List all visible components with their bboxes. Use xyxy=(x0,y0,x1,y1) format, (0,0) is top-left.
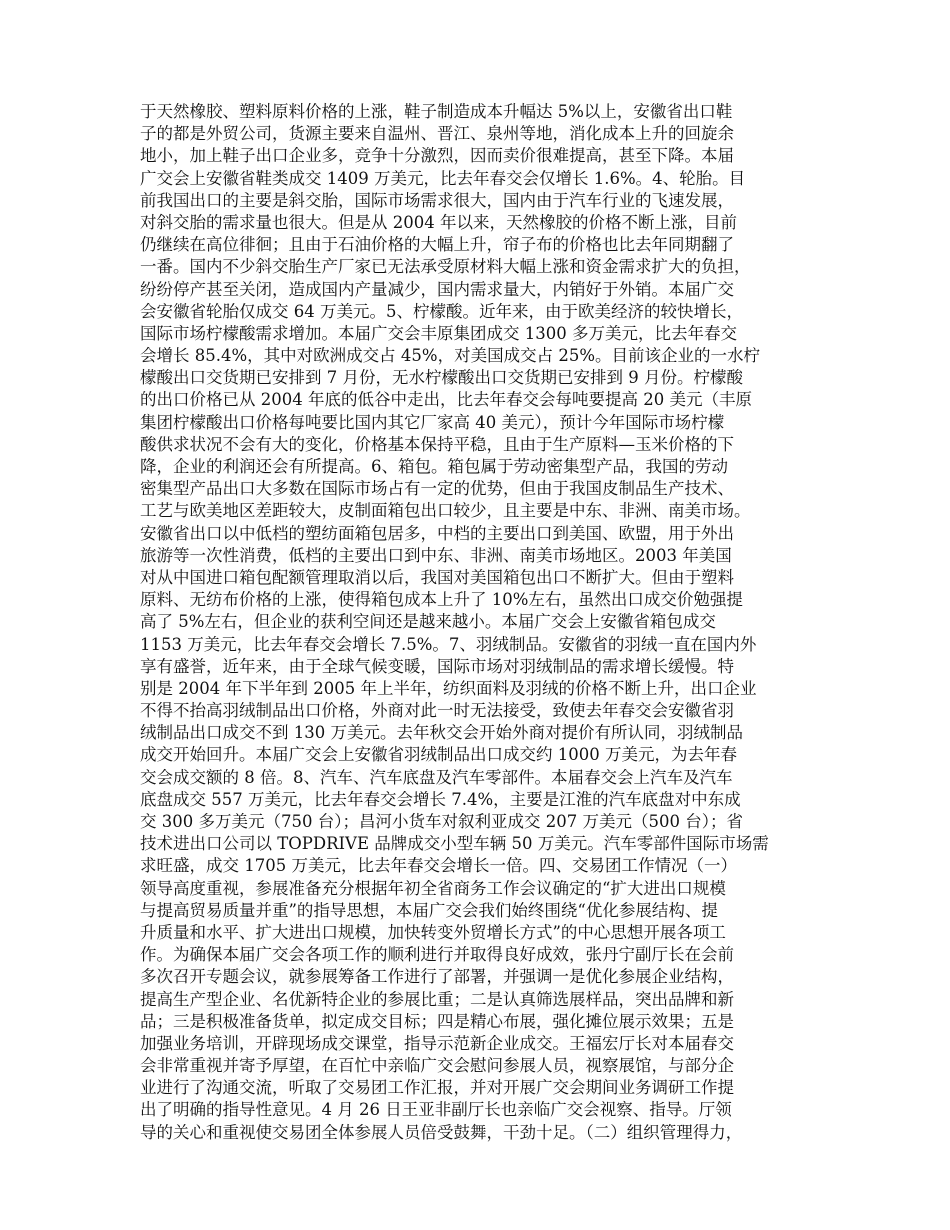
text-line: 地小，加上鞋子出口企业多，竞争十分激烈，因而卖价很难提高，甚至下降。本届 xyxy=(140,146,734,166)
text-line: 对斜交胎的需求量也很大。但是从 2004 年以来，天然橡胶的价格不断上涨，目前 xyxy=(140,212,737,232)
text-line: 工艺与欧美地区差距较大，皮制面箱包出口较少，且主要是中东、非洲、南美市场。 xyxy=(140,501,751,521)
text-line: 国际市场柠檬酸需求增加。本届广交会丰原集团成交 1300 多万美元，比去年春交 xyxy=(140,323,737,343)
text-line: 成交开始回升。本届广交会上安徽省羽绒制品出口成交约 1000 万美元，为去年春 xyxy=(140,745,737,765)
text-line: 别是 2004 年下半年到 2005 年上半年，纺织面料及羽绒的价格不断上升，出口企业 xyxy=(140,678,757,698)
text-line: 酸供求状况不会有大的变化，价格基本保持平稳，且由于生产原料—玉米价格的下 xyxy=(140,434,734,454)
text-line: 出了明确的指导性意见。4 月 26 日王亚非副厅长也亲临广交会视察、指导。厅领 xyxy=(140,1100,732,1120)
text-line: 享有盛誉，近年来，由于全球气候变暖，国际市场对羽绒制品的需求增长缓慢。特 xyxy=(140,656,734,676)
text-line: 集团柠檬酸出口价格每吨要比国内其它厂家高 40 美元），预计今年国际市场柠檬 xyxy=(140,412,725,432)
text-line: 一番。国内不少斜交胎生产厂家已无法承受原材料大幅上涨和资金需求扩大的负担， xyxy=(140,257,751,277)
text-line: 旅游等一次性消费，低档的主要出口到中东、非洲、南美市场地区。2003 年美国 xyxy=(140,545,732,565)
text-line: 品；三是积极准备货单，拟定成交目标；四是精心布展，强化摊位展示效果；五是 xyxy=(140,1011,734,1031)
text-line: 交会成交额的 8 倍。8、汽车、汽车底盘及汽车零部件。本届春交会上汽车及汽车 xyxy=(140,767,733,787)
text-line: 技术进出口公司以 TOPDRIVE 品牌成交小型车辆 50 万美元。汽车零部件国际市场需 xyxy=(140,834,769,854)
text-line: 广交会上安徽省鞋类成交 1409 万美元，比去年春交会仅增长 1.6%。4、轮胎。目 xyxy=(140,168,746,188)
text-line: 作。为确保本届广交会各项工作的顺利进行并取得良好成效，张丹宁副厅长在会前 xyxy=(140,945,734,965)
text-line: 原料、无纺布价格的上涨，使得箱包成本上升了 10%左右，虽然出口成交价勉强提 xyxy=(140,590,743,610)
text-line: 檬酸出口交货期已安排到 7 月份，无水柠檬酸出口交货期已安排到 9 月份。柠檬酸 xyxy=(140,368,743,388)
text-line: 会非常重视并寄予厚望，在百忙中亲临广交会慰问参展人员，视察展馆，与部分企 xyxy=(140,1056,734,1076)
text-line: 纷纷停产甚至关闭，造成国内产量减少，国内需求量大，内销好于外销。本届广交 xyxy=(140,279,734,299)
text-line: 交 300 多万美元（750 台）；昌河小货车对叙利亚成交 207 万美元（500 台）；省 xyxy=(140,812,743,831)
text-line: 多次召开专题会议，就参展筹备工作进行了部署，并强调一是优化参展企业结构， xyxy=(140,967,734,987)
text-line: 业进行了沟通交流，听取了交易团工作汇报，并对开展广交会期间业务调研工作提 xyxy=(140,1078,734,1098)
text-line: 安徽省出口以中低档的塑纺面箱包居多，中档的主要出口到美国、欧盟，用于外出 xyxy=(140,523,734,543)
text-line: 底盘成交 557 万美元，比去年春交会增长 7.4%，主要是江淮的汽车底盘对中东成 xyxy=(140,789,741,809)
text-line: 导的关心和重视使交易团全体参展人员倍受鼓舞，干劲十足。（二）组织管理得力， xyxy=(140,1122,743,1142)
text-line: 提高生产型企业、名优新特企业的参展比重；二是认真筛选展样品，突出品牌和新 xyxy=(140,989,734,1009)
text-line: 的出口价格已从 2004 年底的低谷中走出，比去年春交会每吨要提高 20 美元（丰原 xyxy=(140,390,752,410)
text-line: 仍继续在高位徘徊；且由于石油价格的大幅上升，帘子布的价格也比去年同期翻了 xyxy=(140,235,734,255)
body-text xyxy=(140,101,830,1144)
text-line: 会安徽省轮胎仅成交 64 万美元。5、柠檬酸。近年来，由于欧美经济的较快增长， xyxy=(140,301,743,321)
text-line: 与提高贸易质量并重”的指导思想，本届广交会我们始终围绕“优化参展结构、提 xyxy=(140,900,718,920)
text-line: 加强业务培训，开辟现场成交课堂，指导示范新企业成交。王福宏厅长对本届春交 xyxy=(140,1033,734,1053)
text-line: 绒制品出口成交不到 130 万美元。去年秋交会开始外商对提价有所认同，羽绒制品 xyxy=(140,723,743,743)
text-line: 子的都是外贸公司，货源主要来自温州、晋江、泉州等地，消化成本上升的回旋余 xyxy=(140,124,734,144)
text-line: 于天然橡胶、塑料原料价格的上涨，鞋子制造成本升幅达 5%以上，安徽省出口鞋 xyxy=(140,102,733,121)
text-line: 对从中国进口箱包配额管理取消以后，我国对美国箱包出口不断扩大。但由于塑料 xyxy=(140,567,734,587)
text-line: 升质量和水平、扩大进出口规模，加快转变外贸增长方式”的中心思想开展各项工 xyxy=(140,922,726,942)
text-line: 前我国出口的主要是斜交胎，国际市场需求很大，国内由于汽车行业的飞速发展， xyxy=(140,190,734,210)
text-line: 不得不抬高羽绒制品出口价格，外商对此一时无法接受，致使去年春交会安徽省羽 xyxy=(140,701,734,721)
text-line: 求旺盛，成交 1705 万美元，比去年春交会增长一倍。四、交易团工作情况（一） xyxy=(140,856,737,876)
text-line: 会增长 85.4%，其中对欧洲成交占 45%，对美国成交占 25%。目前该企业的一水柠 xyxy=(140,346,760,366)
text-line: 密集型产品出口大多数在国际市场占有一定的优势，但由于我国皮制品生产技术、 xyxy=(140,479,734,499)
text-line: 1153 万美元，比去年春交会增长 7.5%。7、羽绒制品。安徽省的羽绒一直在国内外 xyxy=(140,634,757,654)
text-line: 领导高度重视，参展准备充分根据年初全省商务工作会议确定的“扩大进出口规模 xyxy=(140,878,726,898)
text-line: 降，企业的利润还会有所提高。6、箱包。箱包属于劳动密集型产品，我国的劳动 xyxy=(140,457,728,476)
text-line: 高了 5%左右，但企业的获利空间还是越来越小。本届广交会上安徽省箱包成交 xyxy=(140,612,716,632)
